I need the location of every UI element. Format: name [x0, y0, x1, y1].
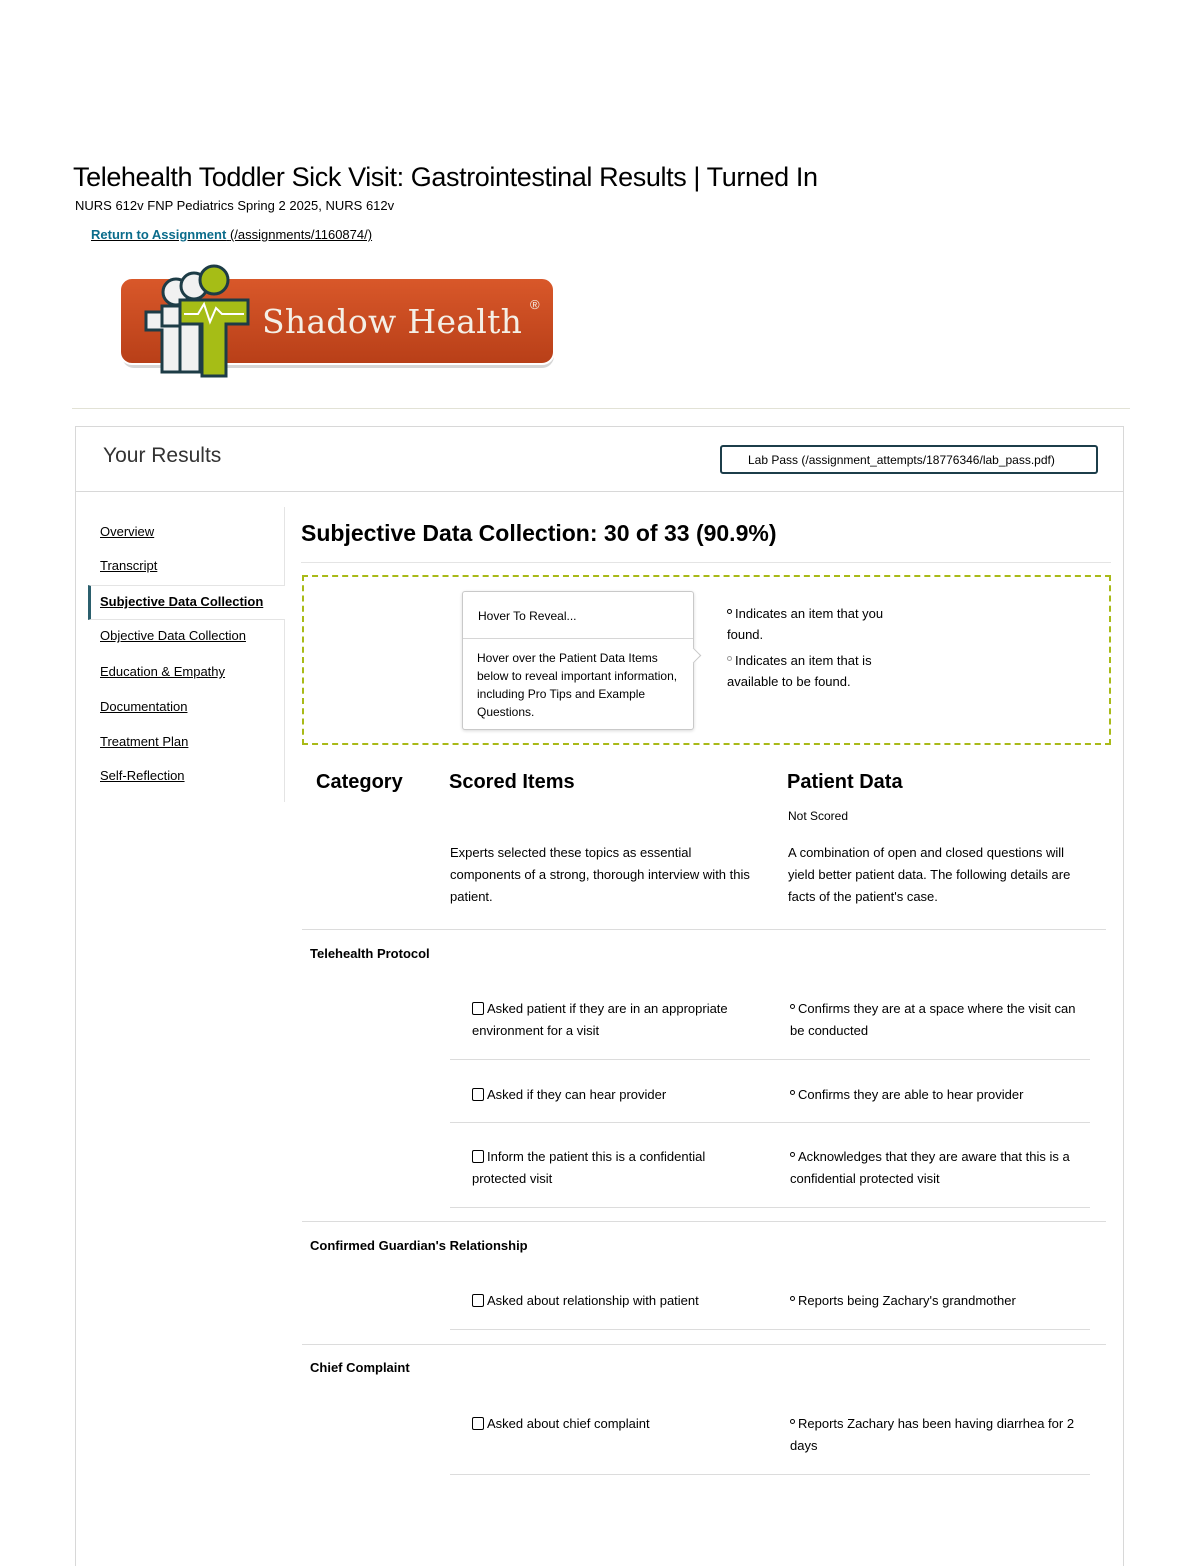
- found-dot-icon: [790, 1152, 795, 1157]
- scored-item[interactable]: [472, 1413, 762, 1435]
- results-title: Your Results: [103, 444, 222, 467]
- category-label: Telehealth Protocol: [310, 946, 430, 961]
- legend-found-text: Indicates an item that you found.: [727, 606, 884, 642]
- legend-available-text: Indicates an item that is available to be found.: [727, 653, 872, 689]
- patient-data-description: A combination of open and closed questions will yield better patient data. The following details are facts of the patient's case.: [788, 845, 1071, 904]
- section-title: Subjective Data Collection: 30 of 33 (90.9%): [301, 520, 777, 546]
- scored-item-text: Inform the patient this is a confidential protected visit: [472, 1149, 706, 1186]
- scored-item[interactable]: [472, 998, 762, 1042]
- hover-card-divider: [463, 638, 693, 639]
- scored-item[interactable]: [472, 1146, 762, 1190]
- sidebar-item-treatment-plan[interactable]: Treatment Plan: [100, 734, 189, 749]
- patient-data-item[interactable]: [790, 1146, 1090, 1190]
- sidebar-item-self-reflection[interactable]: Self-Reflection: [100, 768, 185, 783]
- item-divider: [450, 1122, 1090, 1123]
- sidebar-border: [284, 507, 285, 802]
- logo-text: Shadow Health: [262, 302, 523, 341]
- patient-data-text: Reports being Zachary's grandmother: [798, 1293, 1016, 1308]
- page-title: Telehealth Toddler Sick Visit: Gastrointestinal Results | Turned In: [73, 162, 818, 192]
- sidebar-item-objective-data-collection[interactable]: Objective Data Collection: [100, 628, 246, 643]
- checkbox-icon: [472, 1088, 484, 1101]
- column-header-category: Category: [316, 771, 403, 793]
- course-subtitle: NURS 612v FNP Pediatrics Spring 2 2025, NURS 612v: [75, 198, 395, 213]
- hover-card-title: Hover To Reveal...: [478, 609, 577, 623]
- category-divider: [302, 1344, 1106, 1345]
- scored-items-description: Experts selected these topics as essential components of a strong, thorough interview with this patient.: [450, 845, 750, 904]
- category-divider: [302, 929, 1106, 930]
- hover-card-description: Hover over the Patient Data Items below to reveal important information, including Pro Tips and Example Questions.: [477, 651, 678, 719]
- patient-data-item[interactable]: [790, 1084, 1090, 1106]
- scored-item[interactable]: [472, 1084, 762, 1106]
- scored-item-text: Asked about relationship with patient: [487, 1293, 699, 1308]
- item-divider: [450, 1207, 1090, 1208]
- checkbox-icon: [472, 1294, 484, 1307]
- scored-item[interactable]: [472, 1290, 762, 1312]
- shadow-health-logo: [118, 262, 558, 387]
- checkbox-icon: [472, 1150, 484, 1163]
- patient-data-item[interactable]: [790, 1413, 1090, 1457]
- registered-mark: ®: [530, 297, 540, 312]
- available-dot-icon: [727, 656, 732, 661]
- checkbox-icon: [472, 1002, 484, 1015]
- results-header-divider: [76, 491, 1123, 492]
- patient-data-text: Acknowledges that they are aware that this is a confidential protected visit: [790, 1149, 1070, 1186]
- sidebar-item-overview[interactable]: Overview: [100, 524, 155, 539]
- title-divider: [301, 562, 1111, 563]
- scored-item-text: Asked patient if they are in an appropriate environment for a visit: [472, 1001, 728, 1038]
- legend-found: [727, 603, 892, 645]
- found-dot-icon: [790, 1004, 795, 1009]
- category-divider: [302, 1221, 1106, 1222]
- scored-item-text: Asked if they can hear provider: [487, 1087, 667, 1102]
- found-dot-icon: [790, 1296, 795, 1301]
- return-link-label: Return to Assignment: [91, 227, 227, 242]
- not-scored-label: Not Scored: [788, 809, 849, 823]
- patient-data-text: Reports Zachary has been having diarrhea for 2 days: [790, 1416, 1075, 1453]
- patient-data-text: Confirms they are at a space where the visit can be conducted: [790, 1001, 1076, 1038]
- sidebar-item-subjective-data-collection[interactable]: Subjective Data Collection: [100, 594, 264, 609]
- item-divider: [450, 1059, 1090, 1060]
- item-divider: [450, 1329, 1090, 1330]
- found-dot-icon: [790, 1090, 795, 1095]
- column-header-patient-data: Patient Data: [787, 771, 903, 793]
- return-to-assignment-link[interactable]: [91, 227, 372, 242]
- return-link-path: (/assignments/1160874/): [229, 227, 373, 242]
- patient-data-item[interactable]: [790, 998, 1090, 1042]
- lab-pass-button[interactable]: Lab Pass (/assignment_attempts/18776346/lab_pass.pdf): [720, 445, 1098, 474]
- category-label: Confirmed Guardian's Relationship: [310, 1238, 528, 1253]
- column-header-scored-items: Scored Items: [449, 771, 575, 793]
- patient-data-text: Confirms they are able to hear provider: [798, 1087, 1024, 1102]
- category-label: Chief Complaint: [310, 1360, 410, 1375]
- sidebar-item-documentation[interactable]: Documentation: [100, 699, 188, 714]
- legend-box: [302, 575, 1111, 745]
- sidebar-item-education-empathy[interactable]: Education & Empathy: [100, 664, 226, 679]
- item-divider: [450, 1474, 1090, 1475]
- found-dot-icon: [727, 609, 732, 614]
- sidebar-item-transcript[interactable]: Transcript: [100, 558, 158, 573]
- scored-item-text: Asked about chief complaint: [487, 1416, 650, 1431]
- checkbox-icon: [472, 1417, 484, 1430]
- found-dot-icon: [790, 1419, 795, 1424]
- patient-data-item[interactable]: [790, 1290, 1090, 1312]
- hover-to-reveal-card: [462, 591, 694, 730]
- legend-available: [727, 650, 892, 692]
- header-divider: [72, 408, 1130, 409]
